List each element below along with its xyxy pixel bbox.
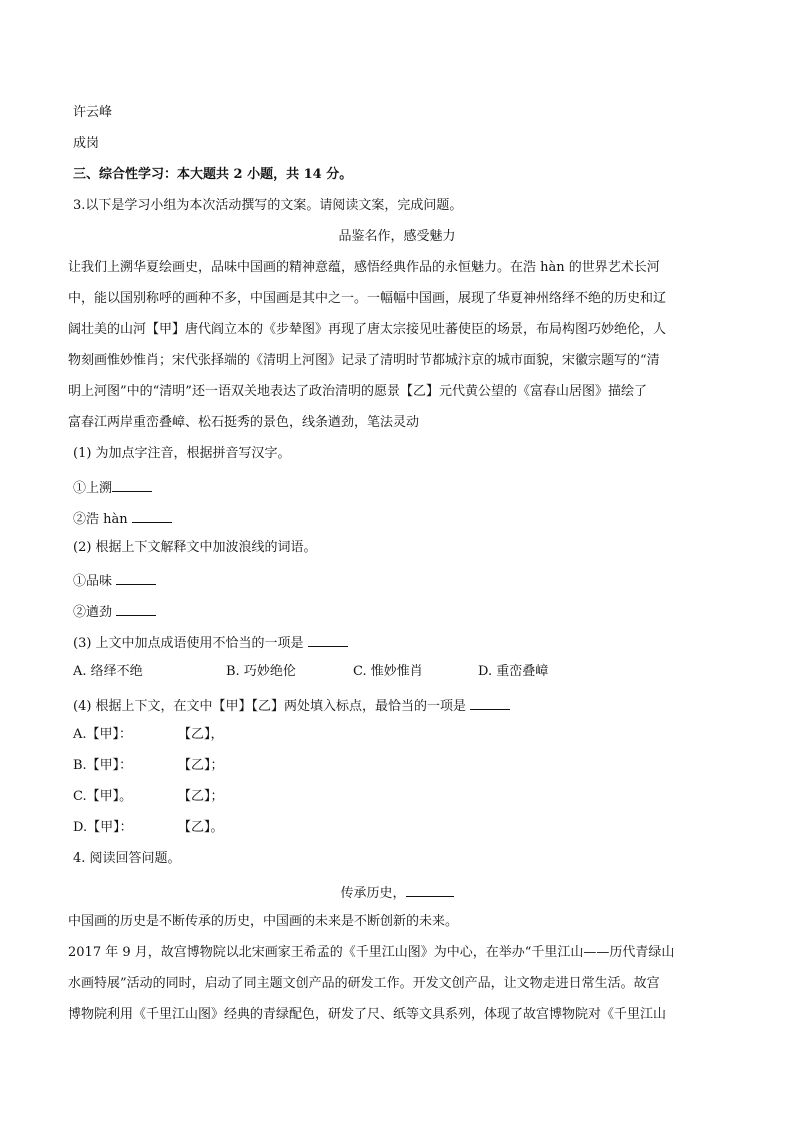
passage-title-2: 传承历史，: [0, 882, 794, 900]
passage-2-line: 中国画的历史是不断传承的历史，中国画的未来是不断创新的未来。: [68, 914, 459, 929]
answer-line-1: 许云峰: [73, 105, 113, 120]
passage-title-1: 品鉴名作，感受魅力: [338, 229, 456, 244]
answer-blank[interactable]: [308, 632, 348, 647]
answer-blank[interactable]: [116, 570, 156, 585]
passage-2-line: 2017 年 9 月，故宫博物院以北宋画家王希孟的《千里江山图》为中心，在举办“千里江山——历代青绿山: [68, 945, 675, 960]
option-a[interactable]: A.【甲】： 【乙】，: [73, 727, 224, 742]
answer-blank[interactable]: [116, 601, 156, 616]
question-4-intro: 4. 阅读回答问题。: [73, 851, 181, 866]
passage-1-line: 阔壮美的山河【甲】唐代阎立本的《步辇图》再现了唐太宗接见吐蕃使臣的场景，布局构图巧妙绝伦，人: [68, 322, 667, 337]
option-c[interactable]: C. 惟妙惟肖: [353, 664, 423, 679]
option-b[interactable]: B. 巧妙绝伦: [226, 664, 296, 679]
option-a[interactable]: A. 络绎不绝: [73, 664, 143, 679]
answer-blank[interactable]: [470, 695, 510, 710]
option-d[interactable]: D. 重峦叠嶂: [478, 664, 549, 679]
passage-1-line: 让我们上溯华夏绘画史，品味中国画的精神意蕴，感悟经典作品的永恒魅力。在浩 hàn 的世界艺术长河: [68, 260, 660, 275]
option-b[interactable]: B.【甲】： 【乙】；: [73, 758, 224, 773]
passage-2-line: 水画特展”活动的同时，启动了同主题文创产品的研发工作。开发文创产品，让文物走进日常生活。故宫: [68, 976, 660, 991]
passage-2-line: 博物院利用《千里江山图》经典的青绿配色，研发了尺、纸等文具系列，体现了故宫博物院对《千里江山: [68, 1007, 667, 1022]
passage-1-line: 中，能以国别称呼的画种不多，中国画是其中之一。一幅幅中国画，展现了华夏神州络绎不绝的历史和辽: [68, 291, 667, 306]
answer-blank[interactable]: [112, 477, 152, 492]
option-d[interactable]: D.【甲】： 【乙】。: [73, 820, 224, 835]
sub-question-2-item-b: ②遒劲: [73, 601, 156, 619]
sub-question-1-item-b: ②浩 hàn: [73, 508, 172, 526]
question-3-intro: 3.以下是学习小组为本次活动撰写的文案。请阅读文案，完成问题。: [73, 198, 463, 213]
sub-question-1: (1) 为加点字注音，根据拼音写汉字。: [73, 446, 291, 461]
passage-1-line: 明上河图”中的“清明”还一语双关地表达了政治清明的愿景【乙】元代黄公望的《富春山居图》描绘了: [68, 384, 647, 399]
option-c[interactable]: C.【甲】。 【乙】；: [73, 789, 224, 804]
sub-question-1-item-a: ①上溯: [73, 477, 152, 495]
passage-1-line: 物刻画惟妙惟肖；宋代张择端的《清明上河图》记录了清明时节都城汴京的城市面貌，宋徽宗题写的“清: [68, 353, 660, 368]
sub-question-4: (4) 根据上下文，在文中【甲】【乙】两处填入标点，最恰当的一项是: [73, 695, 510, 713]
title-blank[interactable]: [406, 882, 454, 897]
sub-question-2-item-a: ①品味: [73, 570, 156, 588]
answer-blank[interactable]: [132, 508, 172, 523]
sub-question-3: (3) 上文中加点成语使用不恰当的一项是: [73, 632, 348, 650]
sub-question-3-options: [73, 663, 793, 681]
passage-1-line: 富春江两岸重峦叠嶂、松石挺秀的景色，线条遒劲，笔法灵动: [68, 415, 420, 430]
sub-question-2: (2) 根据上下文解释文中加波浪线的词语。: [73, 540, 317, 555]
answer-line-2: 成岗: [73, 136, 100, 151]
section-heading: 三、综合性学习：本大题共 2 小题，共 14 分。: [73, 167, 353, 182]
